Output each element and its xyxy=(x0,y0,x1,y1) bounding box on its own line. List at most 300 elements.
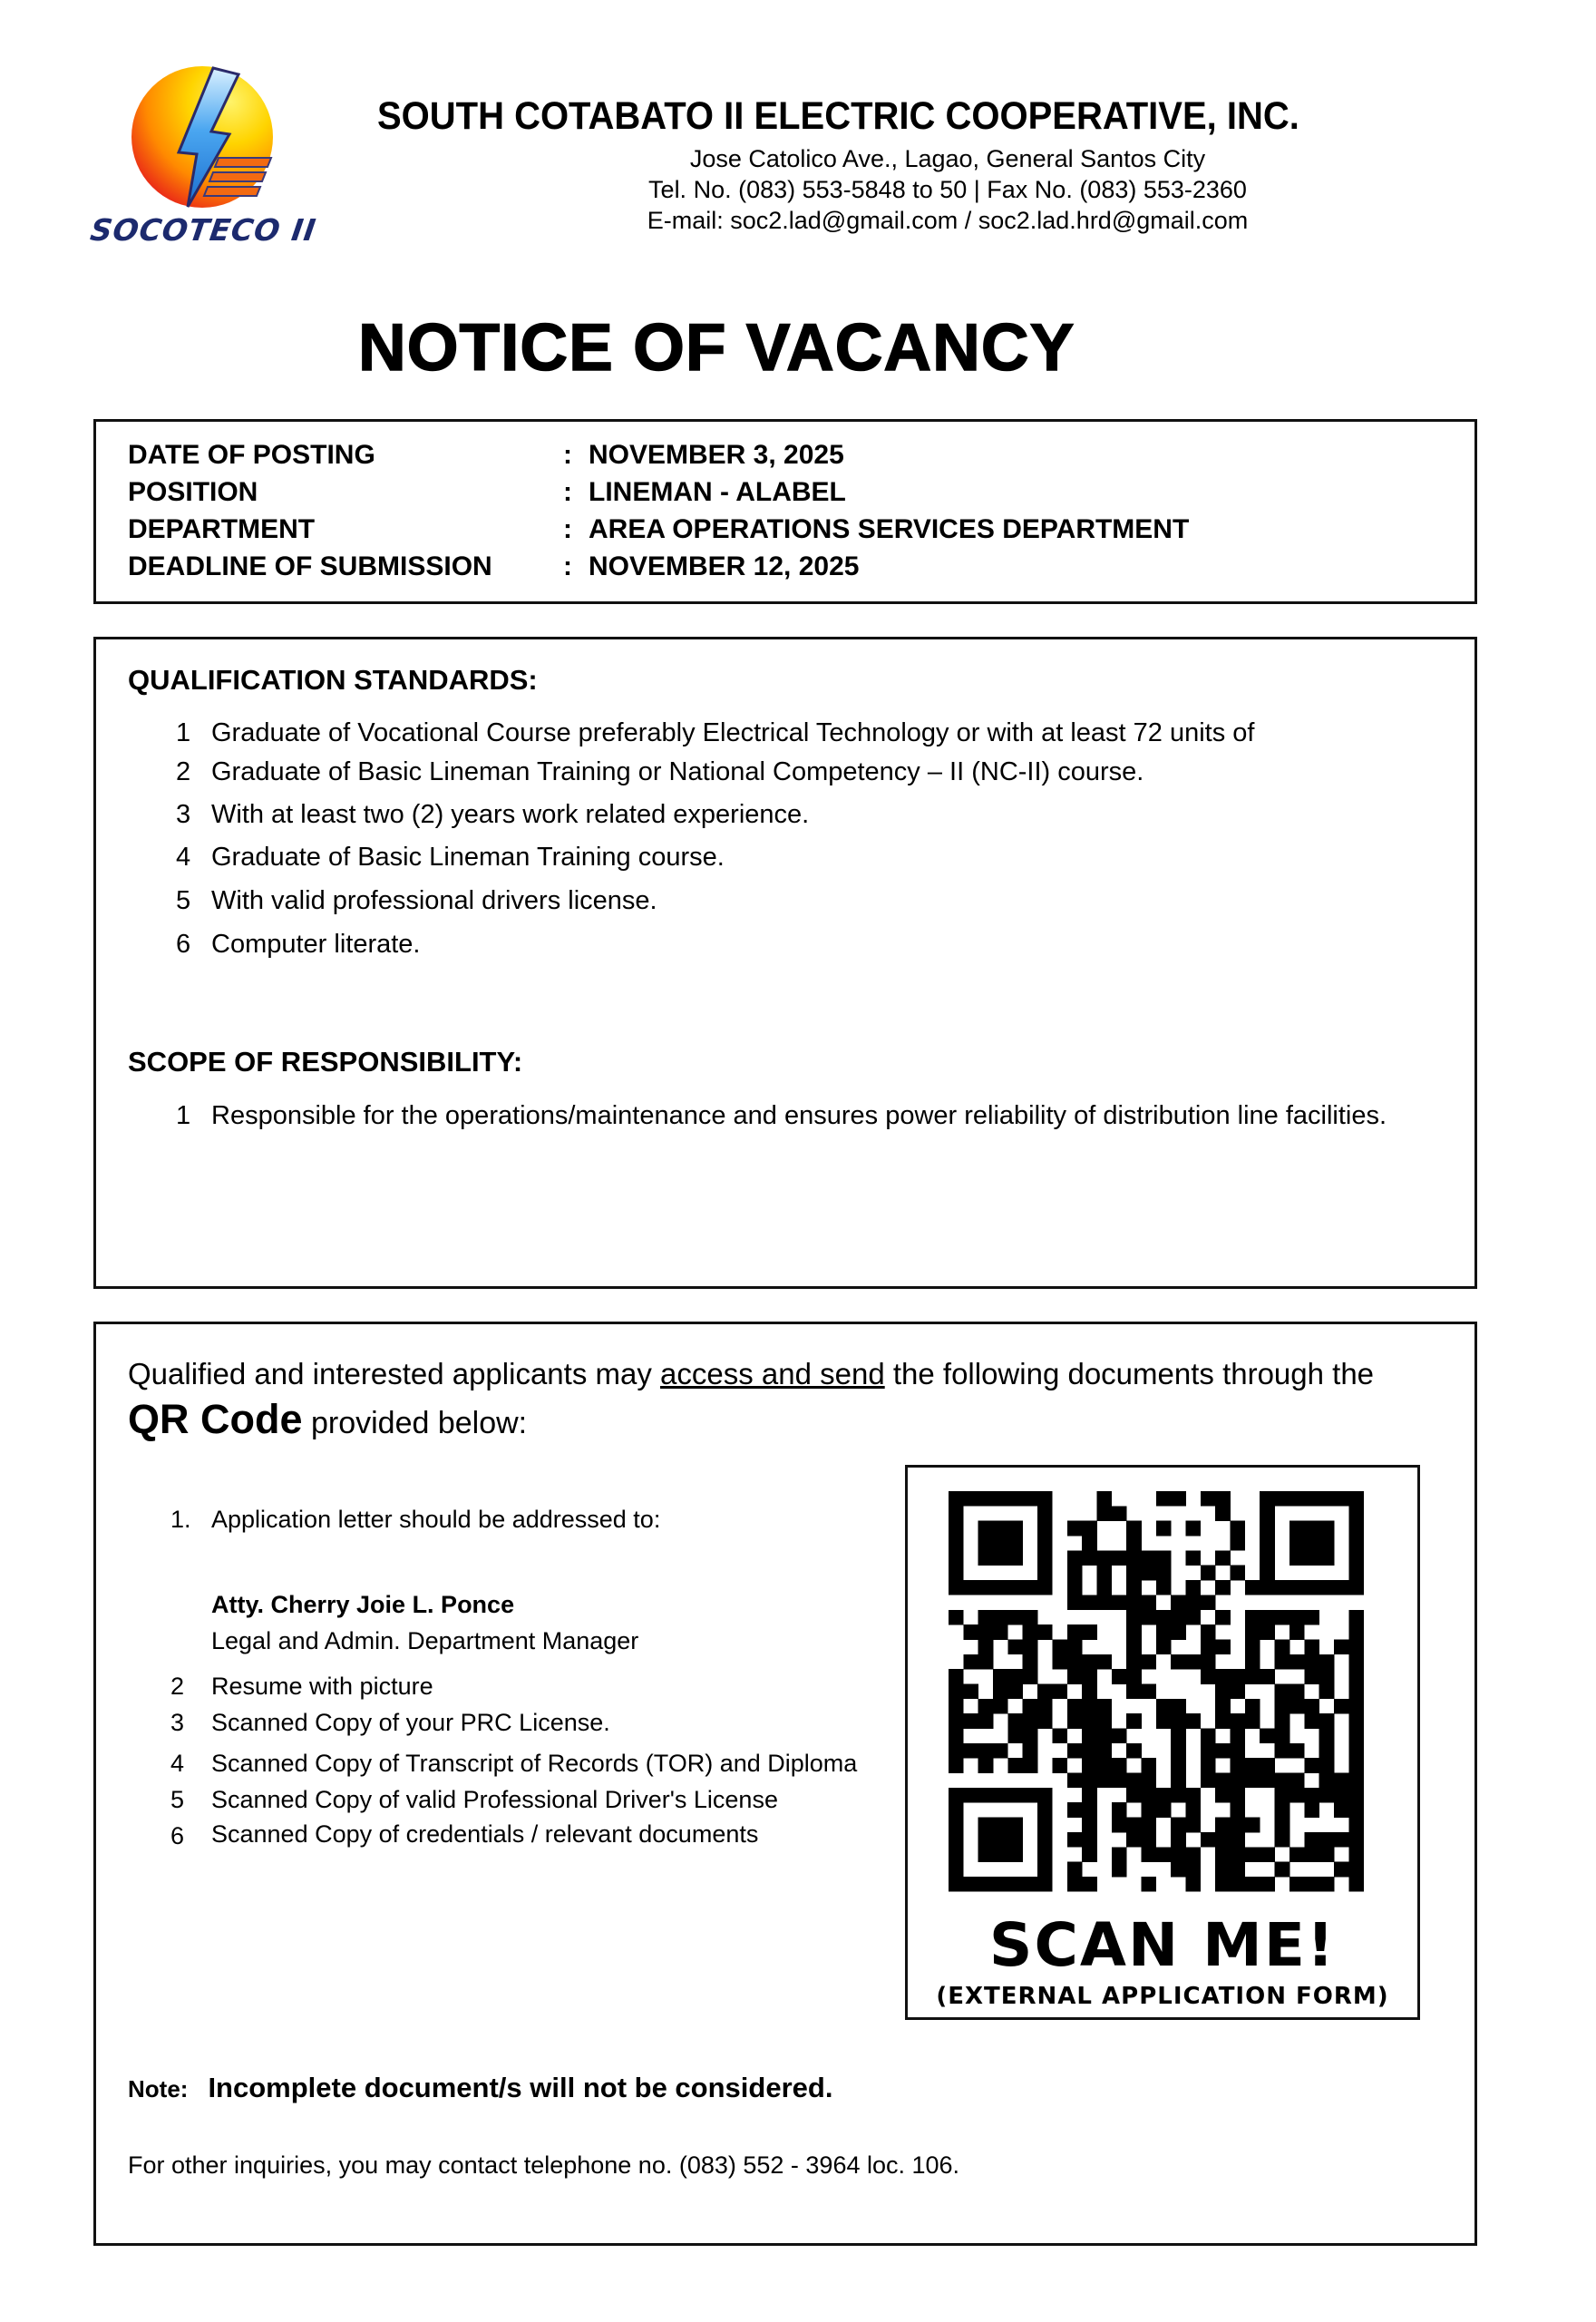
qr-module xyxy=(1067,1624,1083,1640)
item-text: Graduate of Vocational Course preferably Electrical Technology or with at least 72 units of xyxy=(211,718,1255,747)
qr-module xyxy=(949,1566,964,1581)
qr-module xyxy=(1156,1699,1172,1714)
qr-module xyxy=(1348,1580,1364,1595)
qr-module xyxy=(963,1743,978,1759)
qr-module xyxy=(1334,1862,1349,1878)
qr-module xyxy=(1348,1536,1364,1551)
qr-module xyxy=(1067,1521,1083,1537)
qr-module xyxy=(1171,1610,1186,1625)
qr-module xyxy=(1096,1595,1112,1610)
qr-module xyxy=(1304,1713,1319,1729)
scan-me-label: SCAN ME! xyxy=(988,1910,1337,1980)
qr-module xyxy=(993,1580,1008,1595)
qr-module xyxy=(1231,1847,1246,1862)
qr-module xyxy=(1201,1729,1216,1744)
qr-module xyxy=(1260,1669,1275,1684)
qr-module xyxy=(1082,1877,1097,1892)
qr-module xyxy=(1067,1862,1083,1878)
qr-module xyxy=(1023,1654,1038,1670)
qr-module xyxy=(1126,1639,1142,1654)
qr-module xyxy=(1289,1491,1305,1507)
qr-module xyxy=(1067,1699,1083,1714)
qr-module xyxy=(1348,1699,1364,1714)
qr-module xyxy=(1201,1773,1216,1789)
qr-module xyxy=(1112,1729,1127,1744)
qr-module xyxy=(1037,1699,1053,1714)
qr-module xyxy=(1126,1521,1142,1537)
qr-module xyxy=(1186,1595,1202,1610)
qr-module xyxy=(993,1832,1008,1848)
qr-module xyxy=(1275,1713,1290,1729)
qr-module xyxy=(1082,1521,1097,1537)
qr-module xyxy=(1348,1758,1364,1773)
qr-module xyxy=(1260,1506,1275,1521)
qr-module xyxy=(1007,1847,1023,1862)
qr-module xyxy=(1171,1788,1186,1803)
info-value: NOVEMBER 3, 2025 xyxy=(589,440,844,470)
qr-module xyxy=(1096,1580,1112,1595)
document-text: Scanned Copy of your PRC License. xyxy=(211,1709,610,1736)
qr-module xyxy=(1334,1580,1349,1595)
qr-module xyxy=(1082,1802,1097,1818)
addressee-title: Legal and Admin. Department Manager xyxy=(211,1627,639,1654)
document-text: Scanned Copy of valid Professional Driver's License xyxy=(211,1786,778,1813)
qr-module xyxy=(1319,1550,1335,1566)
qr-module xyxy=(1260,1580,1275,1595)
qr-module xyxy=(1186,1713,1202,1729)
qr-module xyxy=(1023,1758,1038,1773)
qr-module xyxy=(1231,1521,1246,1537)
qr-module xyxy=(949,1818,964,1833)
qr-module xyxy=(1037,1802,1053,1818)
qr-module xyxy=(1126,1669,1142,1684)
qr-module xyxy=(993,1491,1008,1507)
qr-module xyxy=(1319,1729,1335,1744)
qr-module xyxy=(1245,1877,1260,1892)
qr-module xyxy=(1319,1773,1335,1789)
qr-module xyxy=(963,1624,978,1640)
qr-module xyxy=(1319,1832,1335,1848)
document-number: 5 xyxy=(170,1786,185,1813)
document-number: 4 xyxy=(170,1750,185,1777)
qr-module xyxy=(1289,1580,1305,1595)
qr-module xyxy=(1082,1713,1097,1729)
qr-module xyxy=(1215,1491,1231,1507)
qr-module xyxy=(1186,1550,1202,1566)
qr-module xyxy=(1082,1595,1097,1610)
qr-module xyxy=(993,1550,1008,1566)
qr-module xyxy=(1289,1654,1305,1670)
qr-module xyxy=(1334,1773,1349,1789)
qr-module xyxy=(993,1521,1008,1537)
qr-module xyxy=(1186,1877,1202,1892)
qr-module xyxy=(1275,1773,1290,1789)
qr-module xyxy=(1289,1773,1305,1789)
qr-module xyxy=(1245,1699,1260,1714)
qr-module xyxy=(1126,1580,1142,1595)
qr-module xyxy=(949,1743,964,1759)
qr-module xyxy=(1275,1683,1290,1699)
qr-module xyxy=(1215,1877,1231,1892)
qr-module xyxy=(1037,1521,1053,1537)
inquiries-text: For other inquiries, you may contact telephone no. (083) 552 - 3964 loc. 106. xyxy=(128,2151,960,2179)
qr-module xyxy=(1023,1729,1038,1744)
qr-module xyxy=(1215,1818,1231,1833)
qr-module xyxy=(1171,1743,1186,1759)
qr-module xyxy=(1067,1580,1083,1595)
qr-module xyxy=(1348,1491,1364,1507)
qr-module xyxy=(949,1610,964,1625)
qr-module xyxy=(978,1832,994,1848)
qr-module xyxy=(1289,1521,1305,1537)
qr-module xyxy=(949,1758,964,1773)
qr-module xyxy=(1319,1521,1335,1537)
qr-module xyxy=(1007,1521,1023,1537)
qr-module xyxy=(1023,1610,1038,1625)
qr-module xyxy=(1126,1654,1142,1670)
qr-module xyxy=(1037,1877,1053,1892)
qr-module xyxy=(1156,1580,1172,1595)
info-value: AREA OPERATIONS SERVICES DEPARTMENT xyxy=(589,514,1190,544)
qr-module xyxy=(1334,1491,1349,1507)
qr-module xyxy=(1289,1550,1305,1566)
qr-module xyxy=(1126,1788,1142,1803)
qr-module xyxy=(1304,1832,1319,1848)
qualifications-heading: QUALIFICATION STANDARDS: xyxy=(128,664,538,696)
item-number: 6 xyxy=(176,930,191,959)
qr-module xyxy=(1037,1847,1053,1862)
qr-module xyxy=(1215,1788,1231,1803)
qr-module xyxy=(1186,1818,1202,1833)
qr-module xyxy=(1067,1713,1083,1729)
qr-module xyxy=(1096,1713,1112,1729)
addressee-name: Atty. Cherry Joie L. Ponce xyxy=(211,1591,515,1618)
qr-module xyxy=(1215,1669,1231,1684)
qr-module xyxy=(949,1832,964,1848)
qr-module xyxy=(1304,1699,1319,1714)
qr-module xyxy=(949,1521,964,1537)
qr-module xyxy=(1245,1818,1260,1833)
qr-module xyxy=(1007,1818,1023,1833)
intro-text: Qualified and interested applicants may xyxy=(128,1357,661,1390)
qr-module xyxy=(1231,1802,1246,1818)
qr-module xyxy=(1304,1536,1319,1551)
qr-module xyxy=(1348,1683,1364,1699)
qr-module xyxy=(1156,1713,1172,1729)
qr-module xyxy=(1156,1624,1172,1640)
qr-module xyxy=(1067,1550,1083,1566)
qr-module xyxy=(1260,1536,1275,1551)
qr-module xyxy=(978,1491,994,1507)
qr-module xyxy=(1171,1713,1186,1729)
qr-module xyxy=(1304,1847,1319,1862)
qr-module xyxy=(1007,1729,1023,1744)
qr-module xyxy=(1126,1713,1142,1729)
qr-module xyxy=(1260,1491,1275,1507)
qr-module xyxy=(1141,1595,1156,1610)
qr-module xyxy=(1348,1713,1364,1729)
qr-module xyxy=(1082,1654,1097,1670)
qr-module xyxy=(1319,1713,1335,1729)
info-label: DEADLINE OF SUBMISSION xyxy=(128,551,492,581)
qr-module xyxy=(1023,1743,1038,1759)
qr-module xyxy=(993,1847,1008,1862)
qr-module xyxy=(1067,1669,1083,1684)
qr-module xyxy=(949,1506,964,1521)
document-text: Scanned Copy of credentials / relevant documents xyxy=(211,1820,759,1848)
qr-module xyxy=(1319,1877,1335,1892)
qr-module xyxy=(949,1683,964,1699)
qr-module xyxy=(1348,1802,1364,1818)
qr-module xyxy=(1096,1758,1112,1773)
qr-module xyxy=(1096,1506,1112,1521)
qr-module xyxy=(1082,1743,1097,1759)
qr-module xyxy=(1096,1773,1112,1789)
qr-module xyxy=(1231,1536,1246,1551)
qr-module xyxy=(1334,1832,1349,1848)
qr-module xyxy=(1348,1521,1364,1537)
qr-module xyxy=(1275,1491,1290,1507)
qr-module xyxy=(1215,1773,1231,1789)
qr-module xyxy=(1231,1729,1246,1744)
document-text: Resume with picture xyxy=(211,1673,433,1700)
qr-module xyxy=(978,1521,994,1537)
qr-module xyxy=(1215,1743,1231,1759)
qr-module xyxy=(1082,1536,1097,1551)
qr-module xyxy=(1260,1847,1275,1862)
qr-module xyxy=(993,1669,1008,1684)
qr-module xyxy=(1096,1566,1112,1581)
qr-module xyxy=(1156,1802,1172,1818)
qr-module xyxy=(949,1536,964,1551)
qr-module xyxy=(1156,1491,1172,1507)
qr-module xyxy=(963,1877,978,1892)
qr-module xyxy=(1319,1654,1335,1670)
qr-module xyxy=(1201,1639,1216,1654)
qr-module xyxy=(1156,1847,1172,1862)
qr-module xyxy=(1201,1832,1216,1848)
item-text: With valid professional drivers license. xyxy=(211,886,657,915)
qr-module xyxy=(1067,1639,1083,1654)
qr-module xyxy=(1082,1550,1097,1566)
qr-module xyxy=(1348,1669,1364,1684)
note xyxy=(128,2072,832,2104)
qr-module xyxy=(1037,1566,1053,1581)
qr-module xyxy=(949,1669,964,1684)
qr-module xyxy=(978,1758,994,1773)
qr-module xyxy=(1082,1729,1097,1744)
qr-module xyxy=(1037,1683,1053,1699)
application-box xyxy=(93,1322,1477,2246)
qr-module xyxy=(1304,1669,1319,1684)
qr-module xyxy=(1334,1639,1349,1654)
qr-module xyxy=(1126,1818,1142,1833)
qr-module xyxy=(963,1654,978,1670)
qr-module xyxy=(1082,1683,1097,1699)
item-text: With at least two (2) years work related experience. xyxy=(211,800,810,829)
info-colon: : xyxy=(563,477,572,507)
qr-module xyxy=(1052,1729,1067,1744)
qr-module xyxy=(1275,1654,1290,1670)
qr-module xyxy=(1082,1624,1097,1640)
qr-module xyxy=(1141,1610,1156,1625)
qr-module xyxy=(1023,1624,1038,1640)
info-colon: : xyxy=(563,440,572,470)
qr-module xyxy=(1037,1788,1053,1803)
qr-module xyxy=(1319,1683,1335,1699)
qr-module xyxy=(1215,1713,1231,1729)
qr-module xyxy=(1171,1832,1186,1848)
qr-module xyxy=(1112,1847,1127,1862)
qr-module xyxy=(1348,1832,1364,1848)
scope-heading: SCOPE OF RESPONSIBILITY: xyxy=(128,1046,523,1078)
qr-module xyxy=(1096,1654,1112,1670)
qr-module xyxy=(978,1713,994,1729)
qr-module xyxy=(1186,1610,1202,1625)
qr-module xyxy=(1037,1506,1053,1521)
qr-module xyxy=(1007,1877,1023,1892)
qr-module xyxy=(993,1877,1008,1892)
qr-module xyxy=(1275,1862,1290,1878)
qr-module xyxy=(1171,1758,1186,1773)
document-text-clipped xyxy=(211,1750,871,1778)
intro-text-end: the following documents through the xyxy=(884,1357,1375,1390)
qr-module xyxy=(1201,1491,1216,1507)
org-phone: Tel. No. (083) 553-5848 to 50 | Fax No. (083) 553-2360 xyxy=(648,176,1247,203)
qr-module xyxy=(1186,1847,1202,1862)
info-value: NOVEMBER 12, 2025 xyxy=(589,551,860,581)
scope-item-text: Responsible for the operations/maintenance and ensures power reliability of distribution line facilities. xyxy=(211,1101,1387,1130)
qr-module xyxy=(1231,1743,1246,1759)
qr-module xyxy=(1215,1683,1231,1699)
qr-module xyxy=(1082,1773,1097,1789)
qr-module xyxy=(1348,1639,1364,1654)
qr-module xyxy=(1067,1743,1083,1759)
qr-module xyxy=(993,1743,1008,1759)
qr-module xyxy=(1348,1506,1364,1521)
qr-module xyxy=(1141,1758,1156,1773)
qr-code-line xyxy=(128,1396,527,1443)
qr-module xyxy=(1052,1758,1067,1773)
item-text: Graduate of Basic Lineman Training course. xyxy=(211,843,725,872)
qr-module xyxy=(1141,1566,1156,1581)
qr-module xyxy=(1037,1580,1053,1595)
item-text: Computer literate. xyxy=(211,930,421,959)
posting-info-box xyxy=(93,419,1477,604)
qr-module xyxy=(1141,1773,1156,1789)
org-name: SOUTH COTABATO II ELECTRIC COOPERATIVE, INC. xyxy=(377,94,1299,138)
qr-module xyxy=(1141,1654,1156,1670)
qr-module xyxy=(1156,1639,1172,1654)
qr-module xyxy=(1260,1566,1275,1581)
qualifications-box xyxy=(93,637,1477,1289)
qr-module xyxy=(1215,1832,1231,1848)
qr-module xyxy=(1023,1699,1038,1714)
qr-module xyxy=(1082,1818,1097,1833)
qr-module xyxy=(1348,1862,1364,1878)
qr-module xyxy=(1171,1729,1186,1744)
qr-module xyxy=(1007,1832,1023,1848)
qr-module xyxy=(1037,1491,1053,1507)
qr-module xyxy=(1231,1669,1246,1684)
qr-module xyxy=(963,1683,978,1699)
item-number: 2 xyxy=(176,757,191,786)
qr-module xyxy=(1067,1654,1083,1670)
qr-module xyxy=(1023,1788,1038,1803)
qr-module xyxy=(1319,1580,1335,1595)
qr-module xyxy=(1052,1654,1067,1670)
qr-module xyxy=(1126,1610,1142,1625)
qr-module xyxy=(1289,1683,1305,1699)
qr-module xyxy=(993,1699,1008,1714)
qr-module xyxy=(978,1610,994,1625)
qr-module xyxy=(1275,1788,1290,1803)
qr-module xyxy=(1141,1832,1156,1848)
qr-module xyxy=(1201,1624,1216,1640)
qr-module xyxy=(1275,1818,1290,1833)
qr-code-image[interactable] xyxy=(949,1491,1378,1921)
qr-module xyxy=(1141,1683,1156,1699)
qr-caption: (EXTERNAL APPLICATION FORM) xyxy=(936,1983,1389,2010)
info-label: DEPARTMENT xyxy=(128,514,316,544)
qr-module xyxy=(993,1788,1008,1803)
qr-module xyxy=(1201,1758,1216,1773)
qr-module xyxy=(1319,1743,1335,1759)
qr-module xyxy=(1245,1610,1260,1625)
qr-module xyxy=(1082,1847,1097,1862)
qr-module xyxy=(1231,1713,1246,1729)
qr-module xyxy=(993,1610,1008,1625)
qr-module xyxy=(1348,1654,1364,1670)
qr-module xyxy=(1023,1669,1038,1684)
qr-module xyxy=(1245,1624,1260,1640)
qr-module xyxy=(1171,1595,1186,1610)
qr-module xyxy=(1215,1610,1231,1625)
qr-module xyxy=(1275,1729,1290,1744)
qr-module xyxy=(949,1788,964,1803)
qr-module xyxy=(1126,1550,1142,1566)
qr-code-card[interactable] xyxy=(905,1465,1420,2020)
qr-module xyxy=(1007,1491,1023,1507)
qr-module xyxy=(1141,1818,1156,1833)
logo-wordmark: SOCOTECO II xyxy=(88,212,319,248)
qr-module xyxy=(963,1713,978,1729)
qr-module xyxy=(1052,1639,1067,1654)
qr-module xyxy=(993,1818,1008,1833)
qr-module xyxy=(1289,1743,1305,1759)
qr-module xyxy=(963,1491,978,1507)
document-text: Scanned Copy of Transcript of Records (TOR) and Diploma xyxy=(211,1750,858,1777)
qr-module xyxy=(1289,1536,1305,1551)
qr-module xyxy=(1348,1624,1364,1640)
qr-module xyxy=(1007,1758,1023,1773)
info-label: DATE OF POSTING xyxy=(128,440,375,470)
qr-module xyxy=(1215,1506,1231,1521)
note-label: Note: xyxy=(128,2075,189,2102)
qr-module xyxy=(1156,1550,1172,1566)
qr-module xyxy=(1007,1788,1023,1803)
qr-module xyxy=(1067,1595,1083,1610)
qr-module xyxy=(978,1550,994,1566)
qr-module xyxy=(1082,1832,1097,1848)
qr-module xyxy=(949,1802,964,1818)
qr-module xyxy=(1141,1847,1156,1862)
qr-module xyxy=(1334,1788,1349,1803)
qr-module xyxy=(1215,1639,1231,1654)
document-number: 6 xyxy=(170,1822,185,1849)
qr-module xyxy=(1096,1699,1112,1714)
qr-module xyxy=(1289,1699,1305,1714)
